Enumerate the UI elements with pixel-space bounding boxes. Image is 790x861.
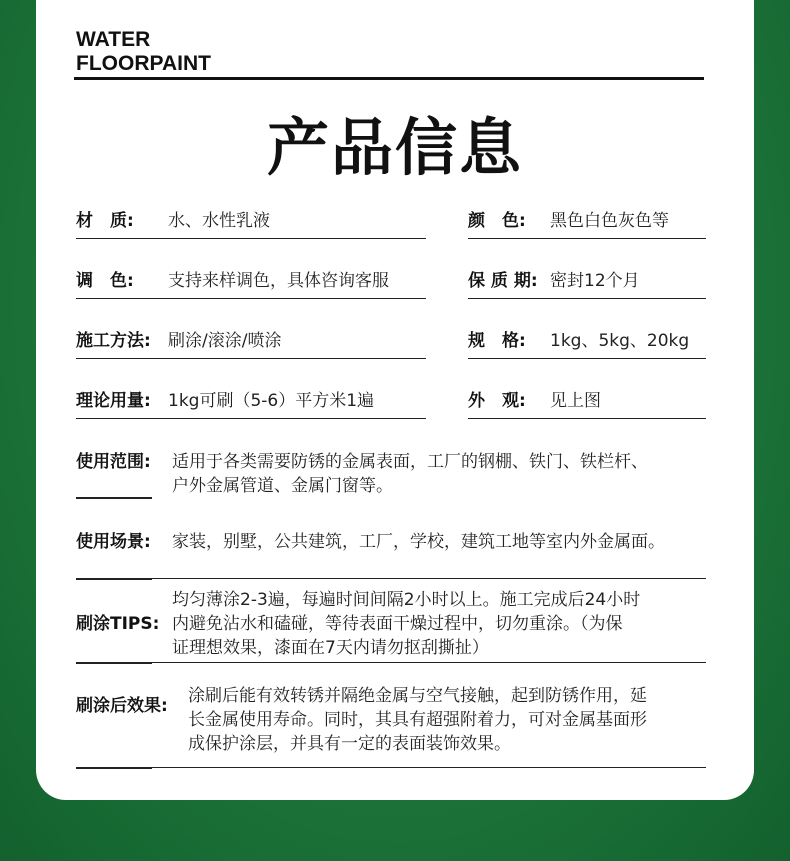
spec-label: 理论用量: [76, 391, 151, 411]
spec-value: 密封12个月 [550, 271, 640, 291]
spec-label: 材 质: [76, 211, 134, 231]
detail-line: 成保护涂层，并具有一定的表面装饰效果。 [188, 734, 511, 754]
detail-line: 均匀薄涂2-3遍，每遍时间间隔2小时以上。施工完成后24小时 [172, 590, 641, 610]
spec-method [76, 329, 281, 353]
detail-effect [76, 684, 716, 758]
spec-shelf-life [468, 269, 640, 293]
spec-coverage [76, 389, 374, 413]
spec-value: 1kg、5kg、20kg [550, 331, 690, 351]
detail-scenes [76, 530, 665, 554]
detail-line: 涂刷后能有效转锈并隔绝金属与空气接触，起到防锈作用，延 [188, 686, 647, 706]
detail-label: 使用范围: [76, 452, 151, 472]
spec-size [468, 329, 689, 353]
detail-line: 证理想效果，漆面在7天内请勿抠刮撕扯） [172, 638, 489, 658]
divider [76, 298, 426, 299]
detail-tips [76, 588, 716, 662]
spec-label: 规 格: [468, 331, 526, 351]
brand-line-1: WATER [76, 28, 151, 51]
divider [152, 578, 706, 579]
spec-material [76, 209, 270, 233]
divider-accent [76, 497, 152, 499]
divider [76, 358, 426, 359]
spec-label: 调 色: [76, 271, 134, 291]
spec-value: 见上图 [550, 391, 601, 411]
spec-value: 刷涂/滚涂/喷涂 [168, 331, 282, 351]
page-title: 产品信息 [266, 111, 523, 184]
detail-label: 刷涂后效果: [76, 696, 168, 716]
product-info-card [36, 0, 754, 800]
spec-label: 外 观: [468, 391, 526, 411]
spec-value: 支持来样调色，具体咨询客服 [168, 271, 389, 291]
detail-label: 使用场景: [76, 532, 151, 552]
spec-value: 水、水性乳液 [168, 211, 270, 231]
divider-accent [76, 662, 152, 664]
divider [468, 298, 706, 299]
divider [76, 238, 426, 239]
spec-label: 保 质 期: [468, 271, 538, 291]
spec-value: 黑色白色灰色等 [550, 211, 669, 231]
spec-label: 施工方法: [76, 331, 151, 351]
detail-line: 内避免沾水和磕碰，等待表面干燥过程中，切勿重涂。（为保 [172, 614, 623, 634]
divider [152, 767, 706, 768]
divider [76, 418, 426, 419]
spec-label: 颜 色: [468, 211, 526, 231]
detail-line: 长金属使用寿命。同时，其具有超强附着力，可对金属基面形 [188, 710, 647, 730]
spec-color [468, 209, 669, 233]
detail-scope [76, 450, 716, 500]
spec-appearance [468, 389, 601, 413]
divider-accent [76, 767, 152, 769]
brand-line-2: FLOORPAINT [76, 52, 211, 75]
detail-line: 适用于各类需要防锈的金属表面，工厂的钢棚、铁门、铁栏杆、 [172, 452, 648, 472]
divider [468, 238, 706, 239]
spec-tint [76, 269, 389, 293]
detail-value: 家装，别墅，公共建筑，工厂，学校，建筑工地等室内外金属面。 [172, 532, 665, 552]
divider [152, 662, 706, 663]
divider [468, 358, 706, 359]
divider-accent [76, 578, 152, 580]
detail-value [188, 684, 647, 756]
brand-divider [74, 77, 704, 80]
detail-value [172, 450, 648, 498]
detail-line: 户外金属管道、金属门窗等。 [172, 476, 393, 496]
brand-logo [76, 28, 211, 76]
spec-value: 1kg可刷（5-6）平方米1遍 [168, 391, 375, 411]
detail-label: 刷涂TIPS: [76, 614, 160, 634]
detail-value [172, 588, 640, 660]
divider [468, 418, 706, 419]
